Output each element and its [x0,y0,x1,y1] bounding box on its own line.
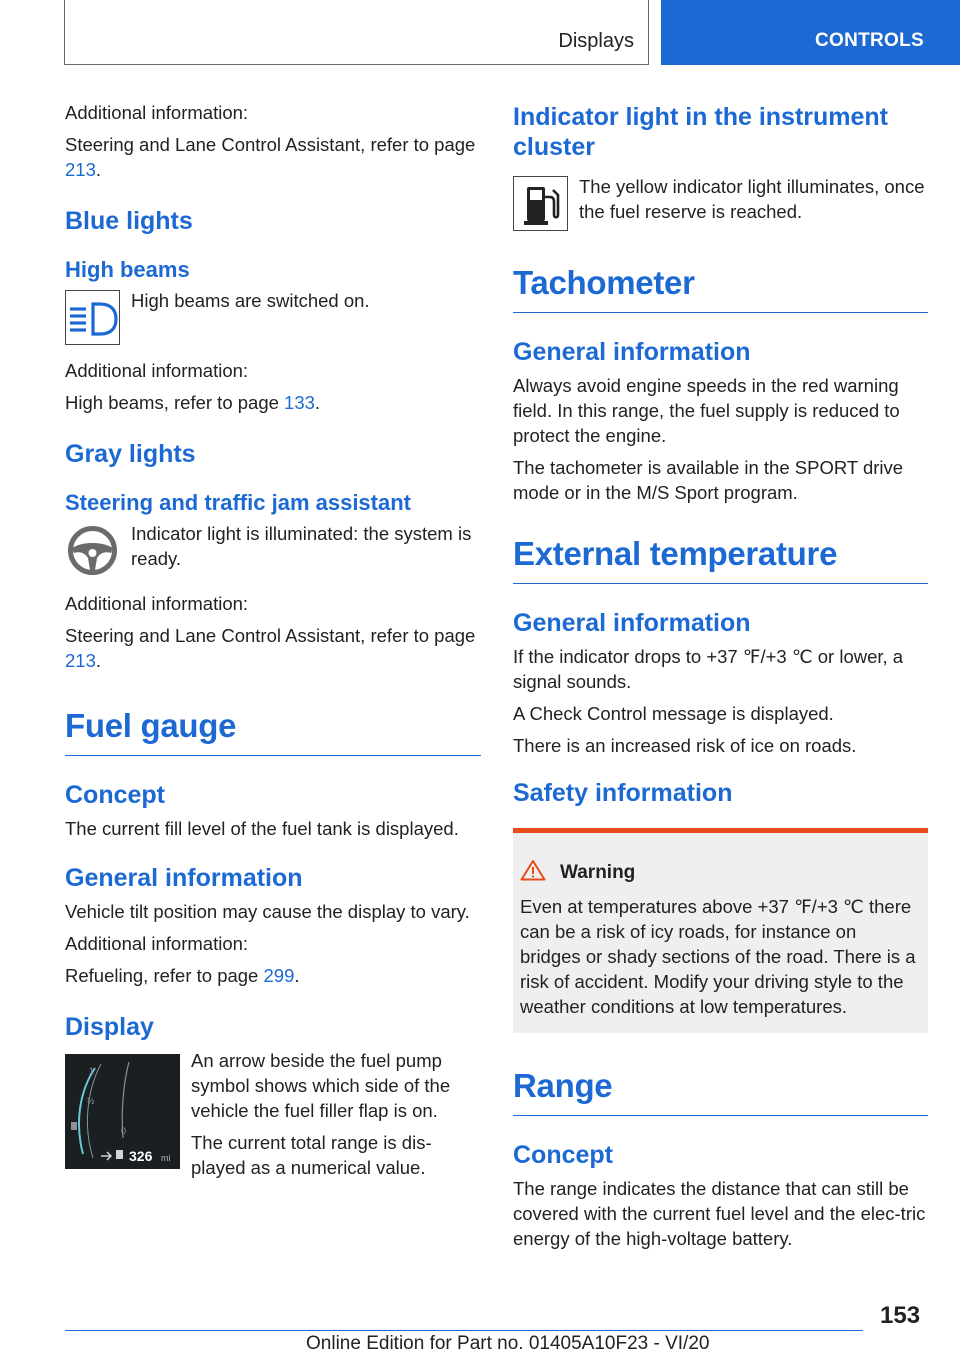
fuel-general-text: Vehicle tilt position may cause the display to vary. [65,901,470,922]
fuel-reserve-item [513,174,928,232]
fuel-display-heading: Display [65,1013,154,1041]
intro-label: Additional information: [65,102,249,123]
page-link-299[interactable]: 299 [263,965,295,986]
fuel-general-heading: General information [65,864,303,892]
safety-heading: Safety information [513,779,733,807]
page-link-213[interactable]: 213 [65,159,96,180]
tachometer-text-2: The tachometer is available in the SPORT drive mode or in the M/S Sport program. [513,457,904,503]
warning-box [513,828,928,1033]
header-chapter-tab [661,0,960,65]
high-beams-heading: High beams [65,257,190,282]
svg-text:½: ½ [87,1096,95,1106]
range-concept-heading: Concept [513,1141,613,1169]
tachometer-text-1: Always avoid engine speeds in the red warning field. In this range, the fuel supply is reduced to protect the engine. [513,375,900,446]
page-link-133[interactable]: 133 [284,392,315,413]
external-text-3: There is an increased risk of ice on roads. [513,735,857,756]
gray-lights-heading: Gray lights [65,440,196,468]
fuel-pump-icon [513,176,568,231]
high-beams-reference: High beams, refer to page 133. [65,392,321,413]
right-column [513,100,928,1258]
external-general-heading: General information [513,609,751,637]
steering-assistant-text: Indicator light is illuminated: the system is ready. [131,523,472,569]
footer-divider [65,1330,863,1331]
warning-text: Even at temperatures above +37 ℉/+3 ℃ there can be a risk of icy roads, for instance on bridges or shady sections of the road. There is a risk of accident. Modify your driving style to the weather conditions at low temperatures. [520,896,916,1017]
left-column [65,100,481,1187]
fuel-display-text-1: An arrow beside the fuel pump symbol shows which side of the vehicle the fuel filler flap is on. [191,1050,451,1121]
tachometer-general-heading: General information [513,338,751,366]
external-temp-title: External temperature [513,535,928,584]
warning-header [520,859,920,886]
steering-assistant-heading: Steering and traffic jam assistant [65,490,411,515]
blue-lights-heading: Blue lights [65,207,193,235]
svg-text:mi: mi [161,1153,171,1163]
steering-wheel-icon [65,523,120,578]
page-number: 153 [880,1302,921,1329]
warning-triangle-icon [520,859,546,886]
steering-assistant-item [65,521,481,579]
external-text-2: A Check Control message is displayed. [513,703,834,724]
warning-title: Warning [560,861,636,883]
fuel-concept-text: The current fill level of the fuel tank is displayed. [65,818,459,839]
range-title: Range [513,1067,928,1116]
fuel-cluster-image [65,1054,180,1169]
header-section-label: Displays [558,30,634,52]
fuel-display-item [65,1048,481,1180]
high-beams-add-label: Additional information: [65,360,249,381]
svg-text:326: 326 [129,1148,153,1164]
header-section-tab [64,0,649,65]
fuel-concept-heading: Concept [65,781,165,809]
range-text: The range indicates the distance that can still be covered with the current fuel level and the elec‐tric energy of the high-voltage battery. [513,1178,926,1249]
high-beam-icon [65,290,120,345]
footer-edition: Online Edition for Part no. 01405A10F23 - VI/20 [306,1333,710,1354]
indicator-heading: Indicator light in the instrument cluster [513,103,888,161]
header-chapter-label: CONTROLS [815,30,925,51]
steering-add-label: Additional information: [65,593,249,614]
page-link-213-b[interactable]: 213 [65,650,96,671]
svg-text:1: 1 [89,1066,95,1076]
intro-reference: Steering and Lane Control Assistant, refer to page 213. [65,134,476,180]
external-text-1: If the indicator drops to +37 ℉/+3 ℃ or lower, a signal sounds. [513,646,904,692]
fuel-display-text-2: The current total range is dis‐played as a numerical value. [191,1132,432,1178]
fuel-reference: Refueling, refer to page 299. [65,965,300,986]
fuel-reserve-text: The yellow indicator light illuminates, once the fuel reserve is reached. [579,176,925,222]
fuel-gauge-title: Fuel gauge [65,707,481,756]
fuel-add-label: Additional information: [65,933,249,954]
steering-reference: Steering and Lane Control Assistant, refer to page 213. [65,625,476,671]
high-beams-item [65,288,481,346]
tachometer-title: Tachometer [513,264,928,313]
high-beams-text: High beams are switched on. [131,290,370,311]
svg-text:0: 0 [121,1126,127,1136]
